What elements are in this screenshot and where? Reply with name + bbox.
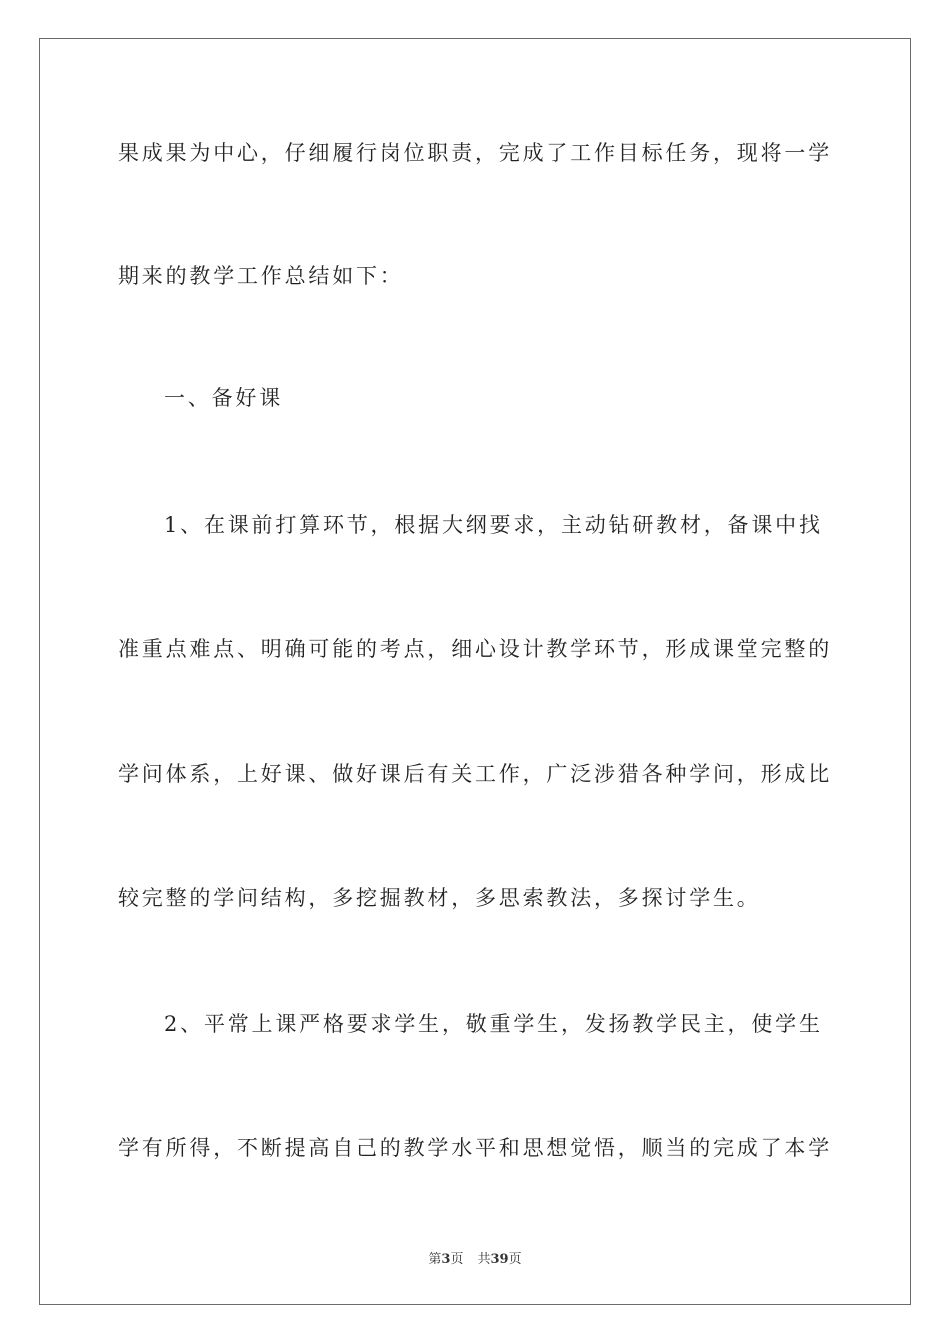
footer-total-number: 39 [490, 1252, 509, 1267]
body-line-4: 1、在课前打算环节，根据大纲要求，主动钻研教材，备课中找 [164, 513, 823, 537]
body-line-9: 学有所得，不断提高自己的教学水平和思想觉悟，顺当的完成了本学 [118, 1136, 832, 1160]
footer-page-prefix: 第 [428, 1252, 442, 1267]
body-line-8: 2、平常上课严格要求学生，敬重学生，发扬教学民主，使学生 [164, 1012, 823, 1036]
body-line-7: 较完整的学问结构，多挖掘教材，多思索教法，多探讨学生。 [118, 886, 761, 910]
footer-total-suffix: 页 [508, 1252, 522, 1267]
footer-page-number: 3 [441, 1252, 451, 1267]
footer-page-suffix: 页 [450, 1252, 464, 1267]
section-heading: 一、备好课 [164, 386, 283, 410]
body-line-2: 期来的教学工作总结如下： [118, 264, 404, 288]
footer-total-prefix: 共 [477, 1252, 491, 1267]
body-line-1: 果成果为中心，仔细履行岗位职责，完成了工作目标任务，现将一学 [118, 141, 832, 165]
page-footer [0, 1248, 950, 1267]
page-border [39, 38, 911, 1305]
body-line-6: 学问体系，上好课、做好课后有关工作，广泛涉猎各种学问，形成比 [118, 762, 832, 786]
body-line-5: 准重点难点、明确可能的考点，细心设计教学环节，形成课堂完整的 [118, 637, 832, 661]
